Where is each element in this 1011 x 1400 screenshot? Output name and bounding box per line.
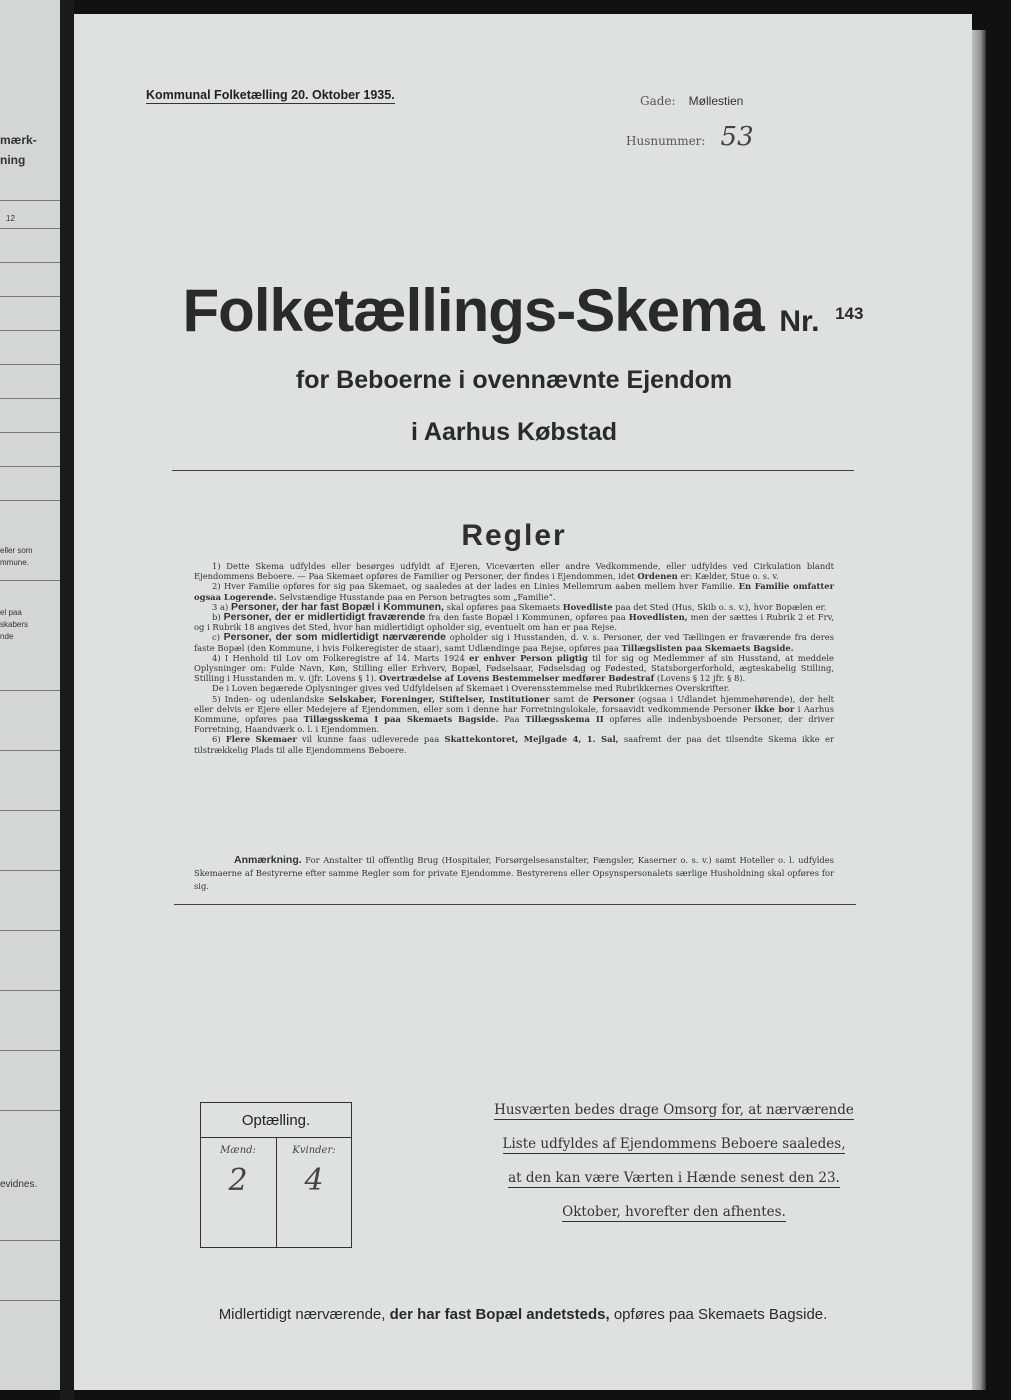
divider-bottom (174, 904, 856, 905)
left-rule (0, 690, 60, 691)
book-gutter (60, 0, 74, 1400)
left-rule (0, 580, 60, 581)
divider-top (172, 470, 854, 471)
left-rule (0, 364, 60, 365)
subtitle-line-2: i Aarhus Købstad (410, 418, 618, 446)
left-fragment: ning (0, 153, 26, 167)
left-fragment: 12 (6, 214, 15, 223)
left-rule (0, 330, 60, 331)
left-rule (0, 930, 60, 931)
left-rule (0, 1300, 60, 1301)
house-number-value: 53 (720, 122, 754, 152)
tally-men-value: 2 (228, 1163, 248, 1198)
left-rule (0, 262, 60, 263)
rule-1: 1) Dette Skema udfyldes eller besørges udfyldt af Ejeren, Viceværten eller andre Vedkommende, eller udfyldes ved Cirkulation blandt Ejendommens Beboere. — Paa Skemaet opføres de Familier og Personer, der findes i Ejendommen, idet Ordenen er: Kælder, Stue o. s. v. (194, 561, 834, 582)
census-header: Kommunal Folketælling 20. Oktober 1935. (146, 88, 395, 102)
rules-heading: Regler (461, 519, 567, 552)
rule-2: 2) Hver Familie opføres for sig paa Skemaet, og saaledes at der lades en Linies Mellemrum aaben mellem hver Familie. En Familie omfatter ogsaa Logerende. Selvstændige Husstande paa en Person betragtes som „Familie“. (194, 581, 834, 602)
rules-text (194, 561, 834, 755)
left-rule (0, 500, 60, 501)
tally-title: Optælling. (201, 1103, 351, 1138)
remark-paragraph (194, 854, 834, 893)
left-rule (0, 750, 60, 751)
left-fragment: nde (0, 632, 14, 641)
left-rule (0, 870, 60, 871)
rule-4-note: De i Loven begærede Oplysninger gives ved Udfyldelsen af Skemaet i Overensstemmelse med Rubrikkernes Overskrifter. (212, 683, 730, 694)
form-title-main: Folketællings-Skema (182, 277, 764, 344)
rule-3a: 3 a) Personer, der har fast Bopæl i Kommunen, skal opføres paa Skemaets Hovedliste paa det Sted (Hus, Skib o. s. v.), hvor Bopælen er. (212, 600, 827, 613)
rule-6: 6) Flere Skemaer vil kunne faas udleverede paa Skattekontoret, Mejlgade 4, 1. Sal, saafremt der paa det tilsendte Skema ikke er tilstrækkelig Plads til alle Ejendommens Beboere. (194, 734, 834, 755)
rule-5: 5) Inden- og udenlandske Selskaber, Foreninger, Stiftelser, Institutioner samt de Personer (ogsaa i Udlandet hjemmehørende), der helt eller delvis er Ejere eller Medejere af Ejendommen, eller som i denne har Forretningslokale, forsaavidt vedkommende Personer ikke bor i Aarhus Kommune, opføres paa Tillægsskema I paa Skemaets Bagside. Paa Tillægsskema II opføres alle indenbysboende Personer, der driver Forretning, Haandværk o. l. i Ejendommen. (194, 693, 835, 735)
house-number-label: Husnummer: (626, 134, 706, 148)
tally-women-label: Kvinder: (292, 1145, 336, 1156)
house-number-field (626, 122, 754, 152)
left-fragment: eller som (0, 546, 33, 555)
remark-lead: Anmærkning. (234, 854, 302, 866)
notice-line: Oktober, hvorefter den afhentes. (562, 1204, 786, 1220)
rule-3b: b) Personer, der er midlertidigt fraværende fra den faste Bopæl i Kommunen, opføres paa Hovedlisten, men der sættes i Rubrik 2 et Frv, og i Rubrik 18 angives det Sted, hvor han midlertidigt opholder sig, eventuelt om han er paa Rejse. (194, 611, 834, 633)
form-number-label: Nr. (779, 305, 820, 338)
notice-line: Liste udfyldes af Ejendommens Beboere saaledes, (502, 1136, 846, 1152)
tally-women-value: 4 (304, 1163, 324, 1198)
left-rule (0, 1050, 60, 1051)
street-value: Møllestien (688, 94, 744, 108)
rule-3c: c) Personer, der som midlertidigt nærværende opholder sig i Husstanden, d. v. s. Personer, der ved Tællingen er fraværende fra deres faste Bopæl (den Kommune, i hvis Folkeregister de staar), samt Udlændinge paa Rejse, opføres paa Tillægslisten paa Skemaets Bagside. (194, 631, 834, 653)
left-rule (0, 810, 60, 811)
left-rule (0, 1110, 60, 1111)
footer-instruction: Midlertidigt nærværende, der har fast Bopæl andetsteds, opføres paa Skemaets Bagside. (218, 1306, 828, 1323)
notice-line: at den kan være Værten i Hænde senest den 23. (508, 1170, 840, 1186)
page-edge (972, 30, 986, 1390)
tally-women-column (276, 1137, 351, 1247)
left-fragment: mærk- (0, 133, 37, 147)
left-rule (0, 296, 60, 297)
tally-men-column (201, 1137, 275, 1247)
census-form-page (74, 14, 972, 1390)
subtitle-line-1: for Beboerne i ovennævnte Ejendom (295, 366, 733, 394)
left-fragment: mmune. (0, 558, 29, 567)
left-fragment: skabers (0, 620, 29, 629)
landlord-notice (494, 1096, 854, 1232)
left-rule (0, 432, 60, 433)
street-label: Gade: (640, 94, 676, 108)
rule-4: 4) I Henhold til Lov om Folkeregistre af 14. Marts 1924 er enhver Person pligtig til for sig og Medlemmer af sin Husstand, at meddele Oplysninger om: Fulde Navn, Køn, Stilling eller Erhverv, Bopæl, Fødselsaar, Fødselsdag og Fødested, Statsborgerforhold, ægteskabelig Stilling, Stilling i Husstanden m. v. (jfr. Lovens § 1). Overtrædelse af Lovens Bestemmelser medfører Bødestraf (Lovens § 12 jfr. § 8). (194, 652, 834, 684)
left-fragment: el paa (0, 608, 22, 617)
left-rule (0, 1240, 60, 1241)
left-rule (0, 228, 60, 229)
left-rule (0, 200, 60, 201)
left-rule (0, 398, 60, 399)
street-field (640, 90, 743, 109)
form-number-value: 143 (835, 304, 864, 323)
tally-box (200, 1102, 352, 1248)
left-rule (0, 990, 60, 991)
form-title (74, 276, 972, 345)
remark-text: For Anstalter til offentlig Brug (Hospitaler, Forsørgelsesanstalter, Fængsler, Kaserner o. s. v.) samt Hoteller o. l. udfyldes Skemaerne af Bestyrerne efter samme Regler som for private Ejendomme. Bestyrerens eller Opsynspersonalets særlige Husholdning skal opføres for sig. (194, 855, 834, 891)
tally-men-label: Mænd: (220, 1145, 256, 1156)
left-fragment: evidnes. (0, 1179, 38, 1190)
left-rule (0, 466, 60, 467)
notice-line: Husværten bedes drage Omsorg for, at nærværende (494, 1102, 854, 1118)
previous-page-strip (0, 0, 60, 1390)
